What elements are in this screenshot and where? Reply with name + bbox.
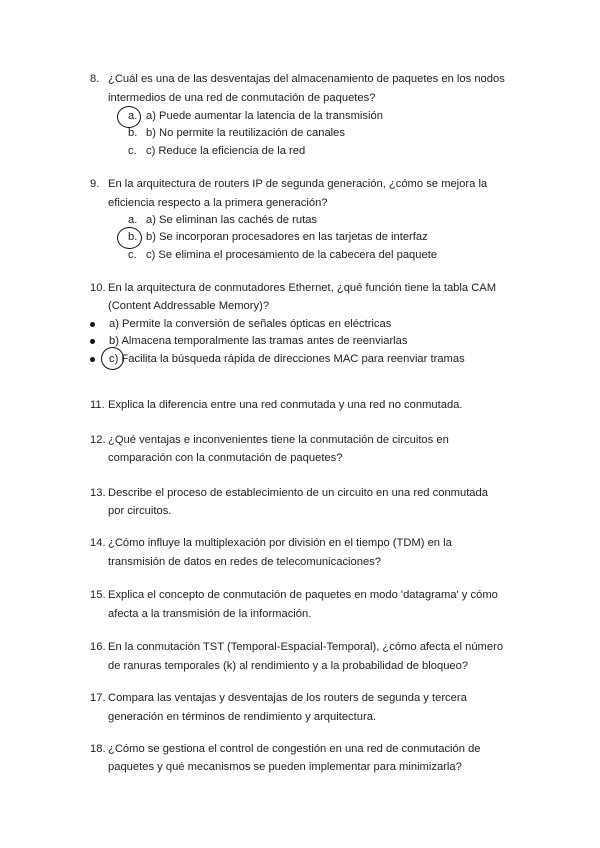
question-number: 9. <box>90 178 100 190</box>
question-text-line: Describe el proceso de establecimiento de un circuito en una red conmutada <box>108 487 488 499</box>
question-text-line: Compara las ventajas y desventajas de los routers de segunda y tercera <box>108 692 467 704</box>
bullet-dot <box>90 357 95 362</box>
question-text-line: (Content Addressable Memory)? <box>108 300 270 312</box>
question-text-line: ¿Cuál es una de las desventajas del almacenamiento de paquetes en los nodos <box>108 73 505 85</box>
option-text: a) Puede aumentar la latencia de la transmisión <box>146 110 383 122</box>
option-text: b) No permite la reutilización de canales <box>146 127 345 139</box>
question-number: 14. <box>90 537 106 549</box>
question-text-line: eficiencia respecto a la primera generación? <box>108 197 328 209</box>
option-letter: a. <box>128 214 138 226</box>
option-letter: b. <box>128 127 138 139</box>
option-text: c) Se elimina el procesamiento de la cabecera del paquete <box>146 249 438 261</box>
question-text-line: ¿Cómo influye la multiplexación por división en el tiempo (TDM) en la <box>108 537 452 549</box>
option-text: c) Reduce la eficiencia de la red <box>146 145 306 157</box>
question-text-line: de ranuras temporales (k) al rendimiento y a la probabilidad de bloqueo? <box>108 660 469 672</box>
answer-circle-mark <box>101 347 124 370</box>
question-text-line: ¿Qué ventajas e inconvenientes tiene la conmutación de circuitos en <box>108 434 449 446</box>
question-text-line: intermedios de una red de conmutación de paquetes? <box>108 92 376 104</box>
question-number: 18. <box>90 743 106 755</box>
question-text-line: paquetes y qué mecanismos se pueden implementar para minimizarla? <box>108 761 462 773</box>
question-text-line: transmisión de datos en redes de telecomunicaciones? <box>108 556 382 568</box>
question-text-line: comparación con la conmutación de paquetes? <box>108 452 343 464</box>
question-number: 8. <box>90 73 100 85</box>
bullet-dot <box>90 339 95 344</box>
option-text: c) Facilita la búsqueda rápida de direcciones MAC para reenviar tramas <box>109 353 465 365</box>
option-text: b) Se incorporan procesadores en las tarjetas de interfaz <box>146 231 428 243</box>
question-text-line: generación en términos de rendimiento y arquitectura. <box>108 711 377 723</box>
option-letter: c. <box>128 249 137 261</box>
question-text-line: Explica la diferencia entre una red conmutada y una red no conmutada. <box>108 399 463 411</box>
question-text-line: En la conmutación TST (Temporal-Espacial-Temporal), ¿cómo afecta el número <box>108 641 504 653</box>
question-text-line: ¿Cómo se gestiona el control de congestión en una red de conmutación de <box>108 743 481 755</box>
question-number: 17. <box>90 692 106 704</box>
question-text-line: por circuitos. <box>108 505 172 517</box>
answer-circle-mark <box>117 227 142 249</box>
option-text: a) Permite la conversión de señales ópticas en eléctricas <box>109 318 392 330</box>
question-number: 13. <box>90 487 106 499</box>
question-number: 10. <box>90 282 106 294</box>
question-text-line: Explica el concepto de conmutación de paquetes en modo 'datagrama' y cómo <box>108 589 498 601</box>
question-text-line: En la arquitectura de routers IP de segunda generación, ¿cómo se mejora la <box>108 178 488 190</box>
question-number: 11. <box>90 399 105 411</box>
option-text: a) Se eliminan las cachés de rutas <box>146 214 318 226</box>
question-number: 15. <box>90 589 106 601</box>
option-letter: a. <box>128 110 138 122</box>
bullet-dot <box>90 322 95 327</box>
question-text-line: En la arquitectura de conmutadores Ethernet, ¿qué función tiene la tabla CAM <box>108 282 497 294</box>
question-text-line: afecta a la transmisión de la información. <box>108 608 312 620</box>
question-number: 12. <box>90 434 106 446</box>
option-letter: b. <box>128 231 138 243</box>
option-letter: c. <box>128 145 137 157</box>
option-text: b) Almacena temporalmente las tramas antes de reenviarlas <box>109 335 408 347</box>
question-number: 16. <box>90 641 106 653</box>
